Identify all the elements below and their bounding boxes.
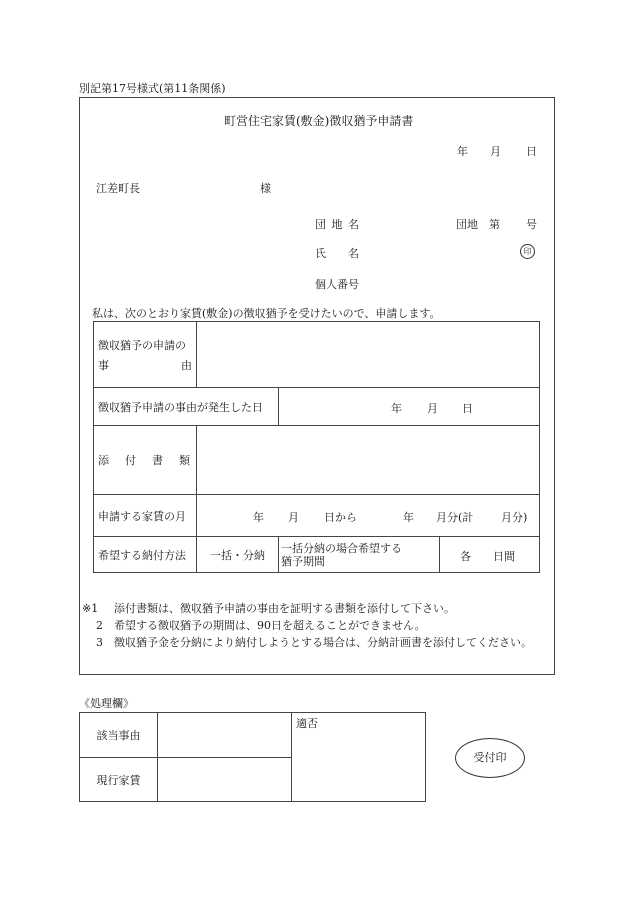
docs-row <box>94 426 540 495</box>
each-label: 各 <box>460 550 471 563</box>
occurred-date-cell[interactable] <box>279 388 540 426</box>
installment-days-cell[interactable] <box>440 537 540 573</box>
date-year: 年 <box>457 145 468 158</box>
rent-period-cell[interactable] <box>197 495 540 537</box>
date-day: 日 <box>526 145 537 158</box>
approval-label: 適否 <box>296 717 318 730</box>
danchi-value-a: 団地 <box>456 218 478 231</box>
name-label: 氏名 <box>315 247 359 260</box>
processing-row2-label: 現行家賃 <box>80 758 158 802</box>
method-value[interactable]: 一括・分納 <box>197 537 279 573</box>
processing-table <box>79 712 426 802</box>
application-table <box>93 321 540 573</box>
date-month: 月 <box>490 145 501 158</box>
note-2 <box>82 617 426 633</box>
note-3-mark: 3 <box>96 636 103 649</box>
addressee-name: 江差町長 <box>96 182 140 195</box>
method-label: 希望する納付方法 <box>94 537 197 573</box>
reason-label-line2a: 事 <box>98 358 109 372</box>
rent-month-1: 月 <box>288 511 299 524</box>
danchi-value-b: 第 <box>489 218 500 231</box>
note-3 <box>82 634 532 650</box>
rent-from: 日から <box>324 511 357 524</box>
reason-label-cell <box>94 322 197 388</box>
note-1-text: 添付書類は、徴収猶予申請の事由を証明する書類を添付して下さい。 <box>114 602 455 615</box>
occurred-day: 日 <box>462 402 473 415</box>
seal-mark: 印 <box>520 244 535 259</box>
processing-row1-label: 該当事由 <box>80 713 158 758</box>
reason-label-line1: 徴収猶予の申請の <box>98 338 186 352</box>
note-2-text: 希望する徴収猶予の期間は、90日を超えることができません。 <box>114 619 426 632</box>
reason-row <box>94 322 540 388</box>
occurred-row <box>94 388 540 426</box>
processing-row2-value[interactable] <box>158 758 292 802</box>
note-1 <box>82 600 455 616</box>
reason-label-line2b: 由 <box>181 358 192 372</box>
installment-label-line1: 一括分納の場合希望する <box>281 541 402 555</box>
rent-row <box>94 495 540 537</box>
method-row <box>94 537 540 573</box>
form-label: 別記第17号様式(第11条関係) <box>79 82 226 95</box>
addressee-honorific: 様 <box>260 182 271 195</box>
occurred-month: 月 <box>427 402 438 415</box>
intro-text: 私は、次のとおり家賃(敷金)の徴収猶予を受けたいので、申請します。 <box>92 307 441 320</box>
rent-label: 申請する家賃の月 <box>94 495 197 537</box>
individual-number-label: 個人番号 <box>315 278 359 291</box>
installment-label-cell <box>279 537 440 573</box>
reason-input[interactable] <box>197 322 540 388</box>
note-1-mark: ※1 <box>82 602 99 615</box>
docs-label-cell <box>94 426 197 495</box>
rent-year-1: 年 <box>253 511 264 524</box>
processing-row1-value[interactable] <box>158 713 292 758</box>
processing-row-1 <box>80 713 426 758</box>
processing-header: 《処理欄》 <box>79 697 134 710</box>
docs-label: 添付書類 <box>98 454 190 467</box>
installment-label-line2: 猶予期間 <box>281 554 325 568</box>
approval-cell[interactable] <box>292 713 426 802</box>
reception-stamp: 受付印 <box>455 738 525 778</box>
days-label: 日間 <box>493 550 515 563</box>
rent-year-2: 年 <box>403 511 414 524</box>
note-3-text: 徴収猶予金を分納により納付しようとする場合は、分納計画書を添付してください。 <box>114 636 532 649</box>
form-title: 町営住宅家賃(敷金)徴収猶予申請書 <box>224 114 414 128</box>
occurred-year: 年 <box>391 402 402 415</box>
rent-month-2: 月分(計 <box>436 511 474 524</box>
danchi-value-c: 号 <box>526 218 537 231</box>
note-2-mark: 2 <box>96 619 103 632</box>
danchi-label: 団地名 <box>315 218 359 231</box>
docs-input[interactable] <box>197 426 540 495</box>
occurred-label: 徴収猶予申請の事由が発生した日 <box>94 388 279 426</box>
rent-month-3: 月分) <box>501 511 528 524</box>
